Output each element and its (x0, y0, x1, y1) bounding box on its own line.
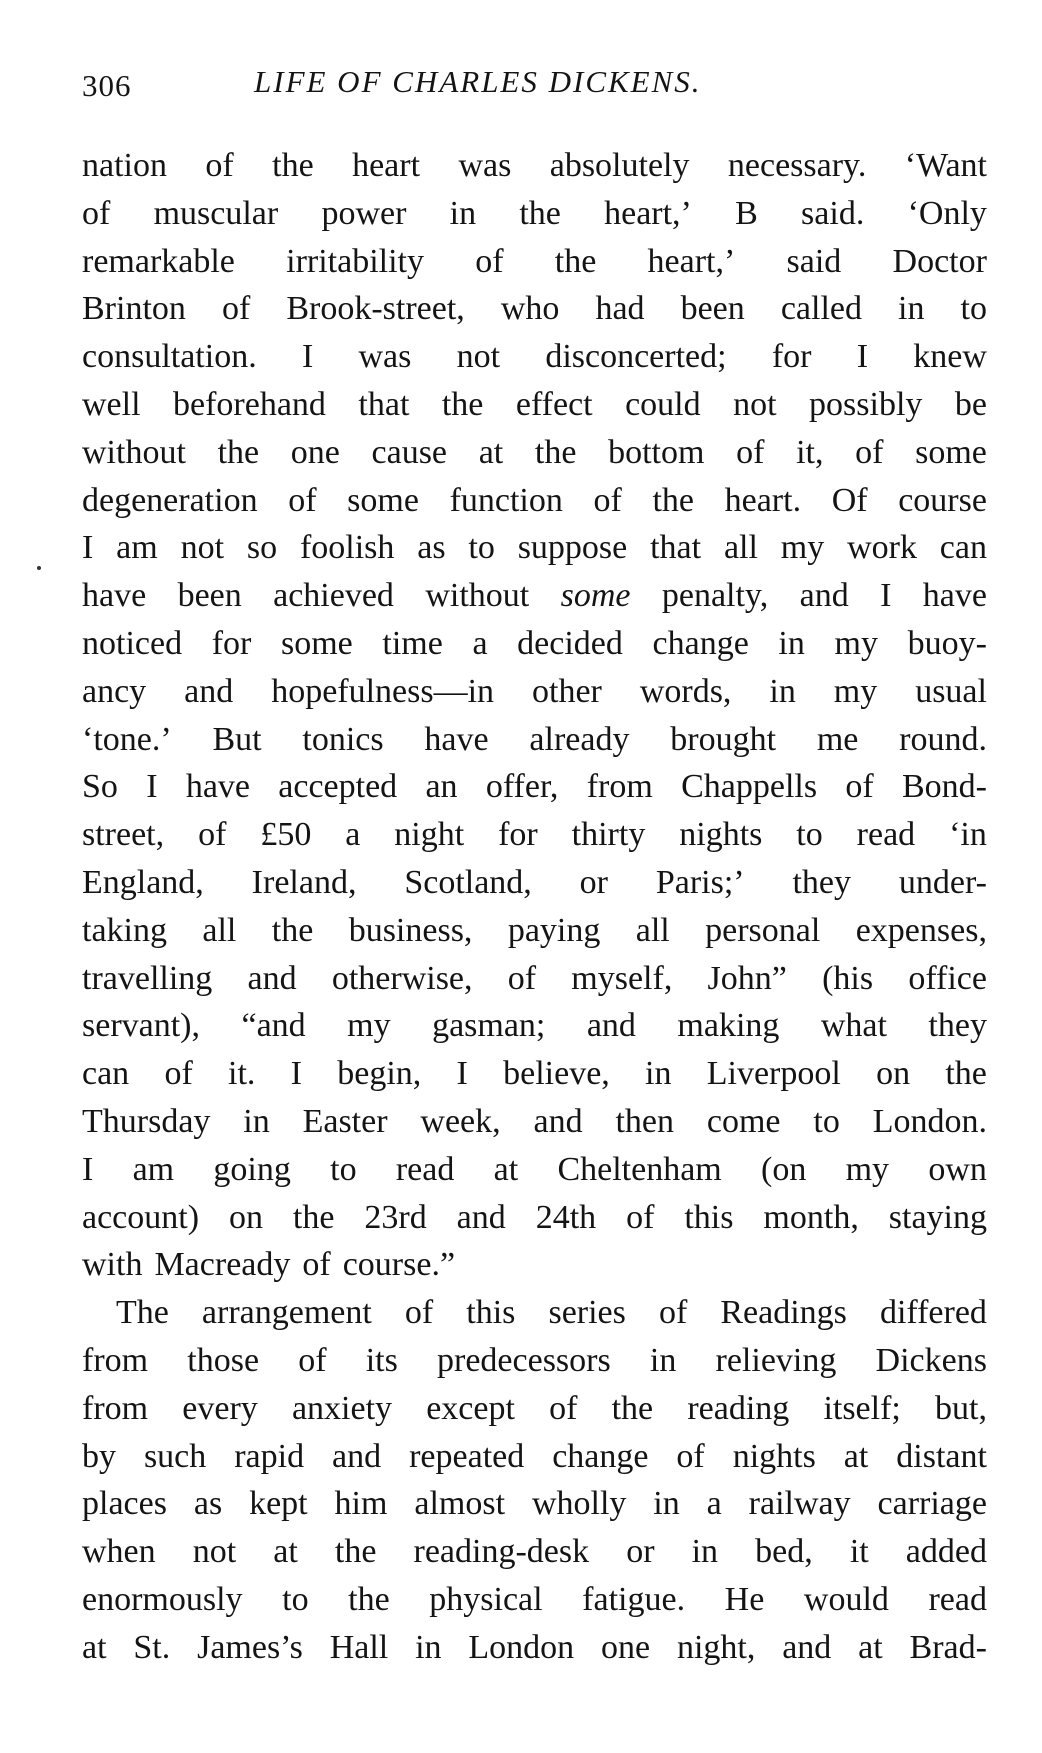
text-line: nation of the heart was absolutely necessary. ‘Want (82, 147, 987, 184)
text-line: degeneration of some function of the heart. Of course (82, 481, 987, 519)
text-line: from those of its predecessors in relieving Dickens (82, 1341, 987, 1379)
text-line: noticed for some time a decided change in my buoy- (82, 624, 987, 662)
text-line: Thursday in Easter week, and then come to London. (82, 1102, 987, 1140)
text-line: from every anxiety except of the reading itself; but, (82, 1389, 987, 1427)
text-line: servant), “and my gasman; and making what they (82, 1007, 987, 1045)
text-line: with Macready of course.” (82, 1246, 456, 1284)
margin-speck-mark (37, 566, 41, 570)
text-line: So I have accepted an offer, from Chappells of Bond- (82, 768, 987, 806)
text-line: street, of £50 a night for thirty nights to read ‘in (82, 816, 987, 854)
text-line: account) on the 23rd and 24th of this month, staying (82, 1198, 987, 1236)
text-line: places as kept him almost wholly in a railway carriage (82, 1485, 987, 1523)
text-line: by such rapid and repeated change of nights at distant (82, 1437, 987, 1475)
text-line: ‘tone.’ But tonics have already brought me round. (82, 720, 987, 758)
text-line: Brinton of Brook-street, who had been called in to (82, 290, 987, 328)
body-text (82, 142, 987, 1672)
text-line: enormously to the physical fatigue. He would read (82, 1580, 987, 1618)
text-line: I am not so foolish as to suppose that all my work can (82, 529, 987, 567)
text-line: England, Ireland, Scotland, or Paris;’ they under- (82, 863, 987, 901)
text-line: travelling and otherwise, of myself, John” (his office (82, 959, 987, 997)
page-number: 306 (82, 68, 132, 103)
paragraph (82, 142, 987, 1289)
text-line: of muscular power in the heart,’ B said. ‘Only (82, 194, 987, 232)
text-line: The arrangement of this series of Readings differed (116, 1294, 987, 1332)
text-line: at St. James’s Hall in London one night, and at Brad- (82, 1628, 987, 1666)
text-line: consultation. I was not disconcerted; for I knew (82, 338, 987, 376)
text-line: I am going to read at Cheltenham (on my own (82, 1150, 987, 1188)
paragraph (82, 1289, 987, 1671)
text-line: have been achieved without some penalty, and I have (82, 577, 987, 615)
running-head (82, 60, 982, 110)
text-line: taking all the business, paying all personal expenses, (82, 911, 987, 949)
text-line: when not at the reading-desk or in bed, it added (82, 1533, 987, 1571)
text-line: well beforehand that the effect could not possibly be (82, 385, 987, 423)
running-title: LIFE OF CHARLES DICKENS. (254, 64, 702, 99)
text-line: ancy and hopefulness—in other words, in my usual (82, 672, 987, 710)
text-line: can of it. I begin, I believe, in Liverpool on the (82, 1055, 987, 1093)
text-line: without the one cause at the bottom of it, of some (82, 433, 987, 471)
text-line: remarkable irritability of the heart,’ said Doctor (82, 242, 987, 280)
